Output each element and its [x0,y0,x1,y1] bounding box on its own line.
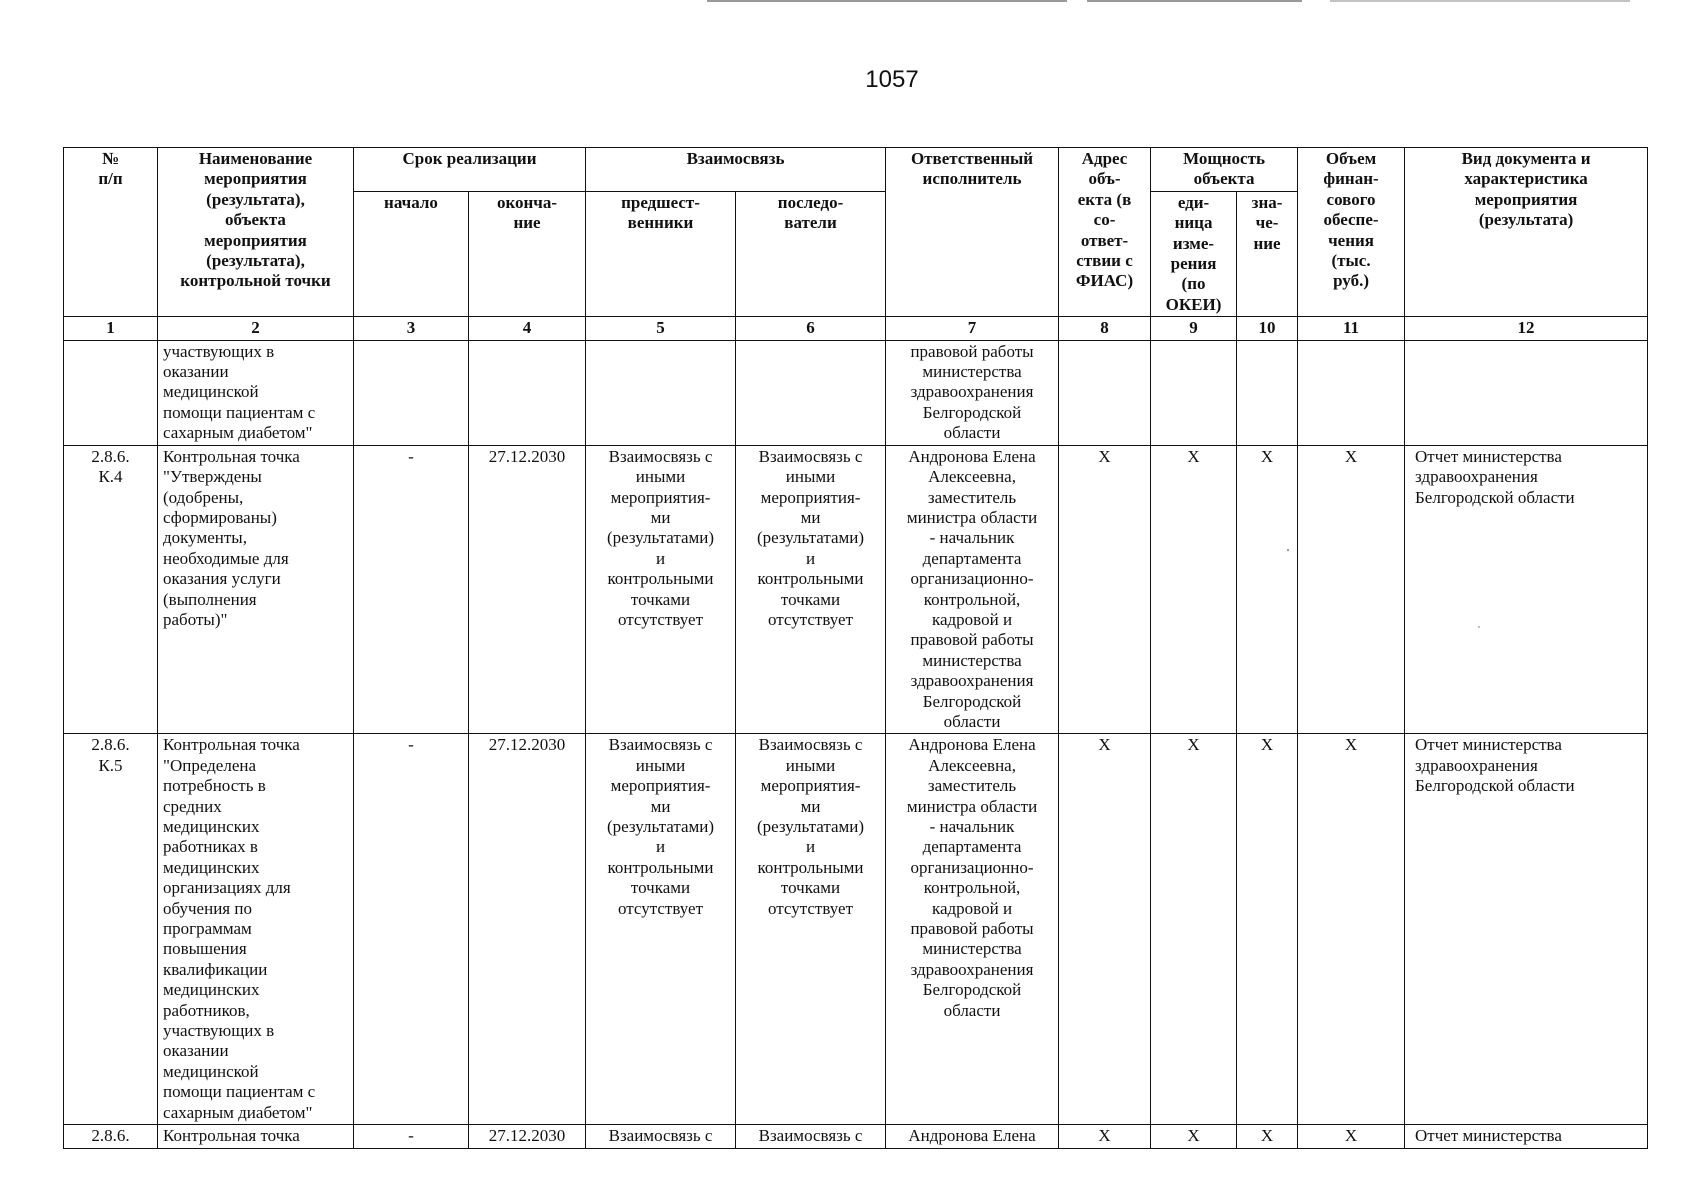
cell-next: Взаимосвязь с [736,1125,886,1148]
activities-table [63,147,1648,1149]
cell-end: 27.12.2030 [469,734,586,1125]
cell-name: участвующих в оказании медицинской помощи пациентам с сахарным диабетом" [158,340,354,445]
cell-funding: X [1298,445,1405,734]
scan-speck [1287,549,1289,551]
cell-address: X [1059,445,1151,734]
cell-responsible: правовой работы министерства здравоохранения Белгородской области [886,340,1059,445]
header-address: Адрес объ- екта (в со- ответ- ствии с ФИАС) [1059,148,1151,317]
column-number: 8 [1059,317,1151,340]
column-number: 11 [1298,317,1405,340]
header-relation-next: последо- ватели [736,191,886,316]
cell-num: 2.8.6. [64,1125,158,1148]
cell-doc [1405,340,1648,445]
header-responsible: Ответственный исполнитель [886,148,1059,317]
header-num: № п/п [64,148,158,317]
cell-responsible: Андронова Елена Алексеевна, заместитель министра области - начальник департамента организационно- контрольной, кадровой и правовой работы министерства здравоохранения Белгородской области [886,445,1059,734]
table-row [64,445,1648,734]
header-period-start: начало [354,191,469,316]
cell-address: X [1059,734,1151,1125]
table-row [64,734,1648,1125]
cell-prev: Взаимосвязь с [586,1125,736,1148]
column-number: 9 [1151,317,1237,340]
scan-edge-line [707,0,1067,2]
header-relation: Взаимосвязь [586,148,886,192]
table-row [64,1125,1648,1148]
cell-prev: Взаимосвязь с иными мероприятия- ми (результатами) и контрольными точками отсутствует [586,445,736,734]
table-row-continuation [64,340,1648,445]
column-number: 6 [736,317,886,340]
cell-end: 27.12.2030 [469,445,586,734]
cell-doc: Отчет министерства здравоохранения Белгородской области [1405,734,1648,1125]
cell-value [1237,340,1298,445]
cell-value: X [1237,734,1298,1125]
header-capacity-unit: еди- ница изме- рения (по ОКЕИ) [1151,191,1237,316]
page-number: 1057 [865,66,919,93]
header-funding: Объем финан- сового обеспе- чения (тыс. руб.) [1298,148,1405,317]
column-number: 10 [1237,317,1298,340]
column-number: 1 [64,317,158,340]
header-period-end: оконча- ние [469,191,586,316]
column-number: 12 [1405,317,1648,340]
column-number: 5 [586,317,736,340]
cell-funding: X [1298,1125,1405,1148]
column-number: 7 [886,317,1059,340]
cell-doc: Отчет министерства здравоохранения Белгородской области [1405,445,1648,734]
cell-address: X [1059,1125,1151,1148]
cell-start [354,340,469,445]
cell-end: 27.12.2030 [469,1125,586,1148]
cell-unit [1151,340,1237,445]
cell-address [1059,340,1151,445]
column-number-row [64,317,1648,340]
cell-next: Взаимосвязь с иными мероприятия- ми (результатами) и контрольными точками отсутствует [736,734,886,1125]
cell-num: 2.8.6. К.4 [64,445,158,734]
cell-responsible: Андронова Елена [886,1125,1059,1148]
cell-unit: X [1151,1125,1237,1148]
scan-speck [1478,626,1480,628]
header-period: Срок реализации [354,148,586,192]
cell-funding: X [1298,734,1405,1125]
cell-prev: Взаимосвязь с иными мероприятия- ми (результатами) и контрольными точками отсутствует [586,734,736,1125]
column-number: 3 [354,317,469,340]
header-capacity: Мощность объекта [1151,148,1298,192]
cell-name: Контрольная точка "Определена потребность в средних медицинских работниках в медицинских организациях для обучения по программам повышения квалификации медицинских работников, участвующих в оказании медицинской помощи пациентам с сахарным диабетом" [158,734,354,1125]
header-doc-type: Вид документа и характеристика мероприятия (результата) [1405,148,1648,317]
cell-start: - [354,445,469,734]
cell-unit: X [1151,734,1237,1125]
column-number: 4 [469,317,586,340]
cell-next: Взаимосвязь с иными мероприятия- ми (результатами) и контрольными точками отсутствует [736,445,886,734]
header-relation-prev: предшест- венники [586,191,736,316]
cell-unit: X [1151,445,1237,734]
header-name: Наименование мероприятия (результата), объекта мероприятия (результата), контрольной точки [158,148,354,317]
scan-edge-line [1330,0,1630,2]
cell-start: - [354,734,469,1125]
cell-value: X [1237,1125,1298,1148]
header-capacity-value: зна- че- ние [1237,191,1298,316]
cell-next [736,340,886,445]
cell-name: Контрольная точка [158,1125,354,1148]
cell-start: - [354,1125,469,1148]
cell-name: Контрольная точка "Утверждены (одобрены, сформированы) документы, необходимые для оказания услуги (выполнения работы)" [158,445,354,734]
header-row-top [64,148,1648,192]
cell-responsible: Андронова Елена Алексеевна, заместитель министра области - начальник департамента организационно- контрольной, кадровой и правовой работы министерства здравоохранения Белгородской области [886,734,1059,1125]
cell-value: X [1237,445,1298,734]
cell-end [469,340,586,445]
cell-doc: Отчет министерства [1405,1125,1648,1148]
cell-funding [1298,340,1405,445]
column-number: 2 [158,317,354,340]
cell-num: 2.8.6. К.5 [64,734,158,1125]
cell-num [64,340,158,445]
scan-edge-line [1087,0,1302,2]
cell-prev [586,340,736,445]
